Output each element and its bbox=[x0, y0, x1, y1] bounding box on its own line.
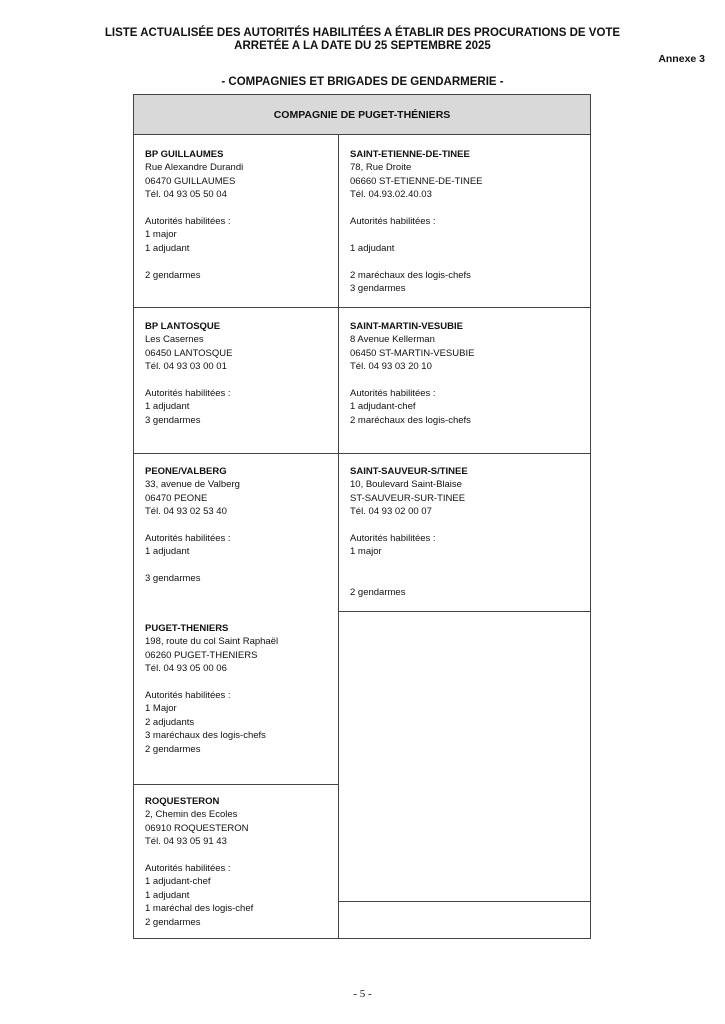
column-divider bbox=[338, 135, 339, 938]
authorities-label: Autorités habilitées : bbox=[350, 388, 436, 400]
authority-line: 1 major bbox=[350, 546, 382, 558]
brigade-address: 198, route du col Saint Raphaël bbox=[145, 636, 279, 648]
authority-line: 1 adjudant-chef bbox=[145, 876, 211, 888]
brigade-phone: Tél. 04 93 05 50 04 bbox=[145, 189, 227, 201]
authority-line: 3 gendarmes bbox=[145, 573, 201, 585]
brigade-name: ROQUESTERON bbox=[145, 796, 220, 807]
brigade-phone: Tél. 04 93 05 00 06 bbox=[145, 663, 227, 675]
brigade-address: Les Casernes bbox=[145, 334, 204, 346]
authority-line: 1 adjudant bbox=[145, 401, 190, 413]
authority-line: 1 adjudant bbox=[145, 889, 190, 901]
authority-line: 1 major bbox=[145, 229, 177, 241]
authorities-label: Autorités habilitées : bbox=[145, 216, 231, 228]
brigade-address: 2, Chemin des Ecoles bbox=[145, 809, 238, 821]
authority-line: 3 gendarmes bbox=[145, 414, 201, 426]
brigade-name: BP GUILLAUMES bbox=[145, 149, 224, 160]
brigade-cell-guillaumes bbox=[145, 148, 243, 282]
brigade-cell-lantosque bbox=[145, 320, 232, 427]
authority-line: 1 maréchal des logis-chef bbox=[145, 903, 254, 915]
document-title-line2: ARRETÉE A LA DATE DU 25 SEPTEMBRE 2025 bbox=[234, 40, 491, 52]
authority-line: 2 gendarmes bbox=[145, 743, 201, 755]
authority-line: 2 maréchaux des logis-chefs bbox=[350, 269, 471, 281]
authority-line: 1 adjudant-chef bbox=[350, 401, 416, 413]
authority-line: 2 gendarmes bbox=[350, 586, 406, 598]
brigade-phone: Tél. 04 93 05 91 43 bbox=[145, 836, 227, 848]
brigade-address: 33, avenue de Valberg bbox=[145, 479, 240, 491]
brigade-city: 06450 LANTOSQUE bbox=[145, 347, 233, 359]
authority-line: 2 gendarmes bbox=[145, 916, 201, 928]
brigade-phone: Tél. 04.93.02.40.03 bbox=[350, 189, 432, 201]
authorities-label: Autorités habilitées : bbox=[145, 863, 231, 875]
authorities-label: Autorités habilitées : bbox=[145, 388, 231, 400]
brigade-cell-puget-theniers bbox=[145, 622, 278, 756]
brigade-name: PUGET-THENIERS bbox=[145, 623, 229, 634]
authority-line: 1 adjudant bbox=[350, 242, 395, 254]
authorities-label: Autorités habilitées : bbox=[350, 216, 436, 228]
authority-line: 1 adjudant bbox=[145, 546, 190, 558]
brigade-city: 06660 ST-ETIENNE-DE-TINEE bbox=[350, 175, 483, 187]
row-divider bbox=[339, 901, 590, 902]
row-divider bbox=[134, 784, 338, 785]
authorities-label: Autorités habilitées : bbox=[145, 690, 231, 702]
brigade-phone: Tél. 04 93 02 00 07 bbox=[350, 506, 432, 518]
brigade-cell-st-sauveur bbox=[350, 465, 468, 599]
brigades-table bbox=[133, 94, 591, 939]
brigade-cell-st-etienne bbox=[350, 148, 483, 295]
brigade-name: SAINT-MARTIN-VESUBIE bbox=[350, 321, 463, 332]
document-title-line1: LISTE ACTUALISÉE DES AUTORITÉS HABILITÉES A ÉTABLIR DES PROCURATIONS DE VOTE bbox=[104, 27, 621, 39]
brigade-name: PEONE/VALBERG bbox=[145, 466, 227, 477]
row-divider bbox=[134, 453, 590, 454]
brigade-name: SAINT-SAUVEUR-S/TINEE bbox=[350, 466, 468, 477]
brigade-cell-st-martin bbox=[350, 320, 474, 427]
brigade-phone: Tél. 04 93 03 20 10 bbox=[350, 361, 432, 373]
brigade-address: Rue Alexandre Durandi bbox=[145, 162, 244, 174]
authority-line: 3 maréchaux des logis-chefs bbox=[145, 730, 266, 742]
annex-label: Annexe 3 bbox=[658, 53, 705, 65]
brigade-city: 06450 ST-MARTIN-VESUBIE bbox=[350, 347, 475, 359]
authority-line: 2 adjudants bbox=[145, 716, 195, 728]
brigade-city: 06260 PUGET-THENIERS bbox=[145, 649, 258, 661]
brigade-name: SAINT-ETIENNE-DE-TINEE bbox=[350, 149, 470, 160]
page-number: - 5 - bbox=[353, 988, 372, 1000]
brigade-phone: Tél. 04 93 02 53 40 bbox=[145, 506, 227, 518]
authority-line: 3 gendarmes bbox=[350, 283, 406, 295]
authorities-label: Autorités habilitées : bbox=[145, 533, 231, 545]
brigade-cell-peone bbox=[145, 465, 240, 586]
brigade-address: 78, Rue Droite bbox=[350, 162, 412, 174]
brigade-city: 06910 ROQUESTERON bbox=[145, 822, 249, 834]
brigade-city: 06470 GUILLAUMES bbox=[145, 175, 236, 187]
company-header: COMPAGNIE DE PUGET-THÉNIERS bbox=[134, 95, 590, 135]
authority-line: 1 Major bbox=[145, 703, 177, 715]
row-divider bbox=[134, 307, 590, 308]
brigade-phone: Tél. 04 93 03 00 01 bbox=[145, 361, 227, 373]
brigade-city: 06470 PEONE bbox=[145, 492, 208, 504]
authorities-label: Autorités habilitées : bbox=[350, 533, 436, 545]
brigade-address: 8 Avenue Kellerman bbox=[350, 334, 435, 346]
brigade-name: BP LANTOSQUE bbox=[145, 321, 221, 332]
row-divider bbox=[339, 611, 590, 612]
authority-line: 1 adjudant bbox=[145, 242, 190, 254]
section-title: - COMPAGNIES ET BRIGADES DE GENDARMERIE - bbox=[221, 76, 504, 88]
brigade-cell-roquesteron bbox=[145, 795, 253, 929]
brigade-address: 10, Boulevard Saint-Blaise bbox=[350, 479, 462, 491]
brigade-city: ST-SAUVEUR-SUR-TINEE bbox=[350, 492, 466, 504]
authority-line: 2 maréchaux des logis-chefs bbox=[350, 414, 471, 426]
authority-line: 2 gendarmes bbox=[145, 269, 201, 281]
